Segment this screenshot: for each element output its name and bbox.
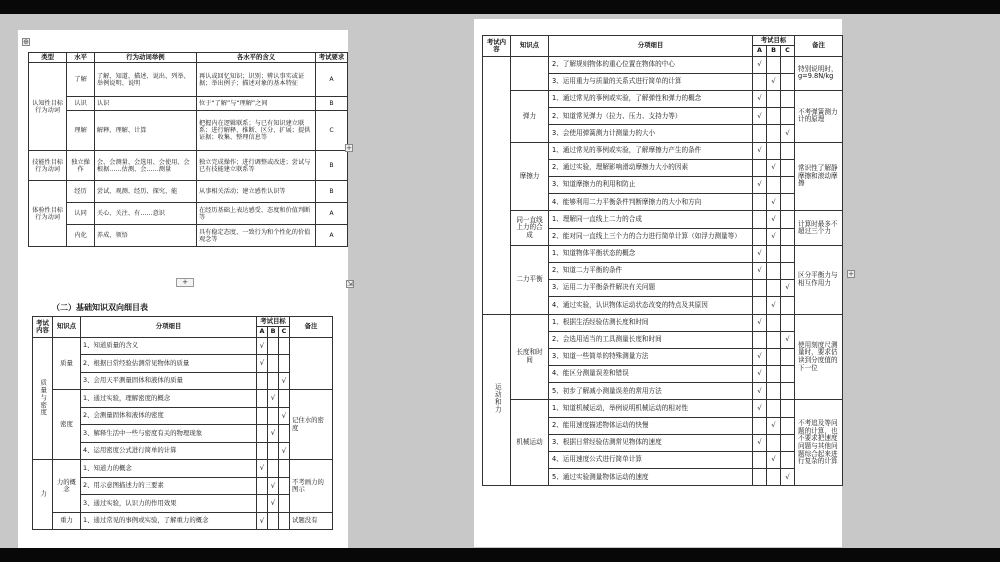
check-mark-icon <box>753 297 767 314</box>
column-header-c: C <box>781 46 795 56</box>
detail-cell: 5、通过实验测量物体运动的速度 <box>549 469 753 486</box>
detail-cell: 1、知道力的概念 <box>81 460 257 478</box>
detail-cell: 1、通过常见的事例或实验，了解摩擦力产生的条件 <box>549 142 753 159</box>
check-mark-icon <box>781 314 795 331</box>
check-mark-icon <box>767 383 781 400</box>
detail-cell: 1、理解同一直线上二力的合成 <box>549 211 753 228</box>
detail-cell: 1、通过常见的事例或实验，了解重力的概念 <box>81 512 257 530</box>
check-mark-icon: √ <box>279 442 290 460</box>
table-row <box>483 211 843 228</box>
check-mark-icon <box>268 442 279 460</box>
detail-cell: 1、通过实验，理解密度的概念 <box>81 390 257 408</box>
check-mark-icon <box>781 211 795 228</box>
check-mark-icon: √ <box>781 280 795 297</box>
check-mark-icon: √ <box>753 434 767 451</box>
check-mark-icon: √ <box>268 390 279 408</box>
column-header: 行为动词举例 <box>94 53 196 63</box>
table-row <box>29 97 348 111</box>
check-mark-icon: √ <box>753 262 767 279</box>
detail-cell: 2、会选用适当的工具测量长度和时间 <box>549 331 753 348</box>
check-mark-icon: √ <box>767 211 781 228</box>
check-mark-icon <box>257 390 268 408</box>
check-mark-icon <box>268 407 279 425</box>
verbs-cell: 尝试、观测、经历、探究、能 <box>94 181 196 203</box>
check-mark-icon <box>753 194 767 211</box>
document-canvas[interactable] <box>0 14 1000 548</box>
type-cell: 认知性目标行为动词 <box>29 63 67 151</box>
column-header-b: B <box>767 46 781 56</box>
detail-cell: 1、知道质量的含义 <box>81 337 257 355</box>
detail-cell: 3、解释生活中一些与密度有关的物理现象 <box>81 425 257 443</box>
column-header-goal: 考试目标 <box>257 317 290 327</box>
check-mark-icon <box>767 142 781 159</box>
check-mark-icon: √ <box>279 372 290 390</box>
check-mark-icon: √ <box>767 159 781 176</box>
column-header-point: 知识点 <box>53 317 81 338</box>
table-row <box>33 460 333 478</box>
content-label: 运动和力 <box>493 383 502 414</box>
add-row-button[interactable]: + <box>176 278 194 287</box>
check-mark-icon: √ <box>781 469 795 486</box>
check-mark-icon: √ <box>753 245 767 262</box>
level-cell: 经历 <box>67 181 95 203</box>
table-row <box>483 91 843 108</box>
check-mark-icon <box>781 73 795 90</box>
check-mark-icon: √ <box>753 383 767 400</box>
level-cell: 理解 <box>67 111 95 151</box>
point-cell: 同一直线上力的合成 <box>511 211 549 245</box>
check-mark-icon <box>767 314 781 331</box>
detail-cell: 2、能用速度描述物体运动的快慢 <box>549 417 753 434</box>
check-mark-icon <box>781 91 795 108</box>
note-cell <box>290 337 333 390</box>
check-mark-icon <box>781 297 795 314</box>
content-label: 力 <box>39 489 48 498</box>
detail-cell: 3、会使用弹簧测力计测量力的大小 <box>549 125 753 142</box>
check-mark-icon <box>781 262 795 279</box>
check-mark-icon: √ <box>257 355 268 373</box>
check-mark-icon <box>753 417 767 434</box>
check-mark-icon <box>781 108 795 125</box>
check-mark-icon: √ <box>767 194 781 211</box>
check-mark-icon <box>753 452 767 469</box>
detail-cell: 2、会测量固体和液体的密度 <box>81 407 257 425</box>
check-mark-icon <box>279 477 290 495</box>
req-cell: A <box>316 203 348 225</box>
check-mark-icon <box>781 194 795 211</box>
check-mark-icon <box>279 337 290 355</box>
check-mark-icon: √ <box>753 314 767 331</box>
check-mark-icon <box>268 355 279 373</box>
section-title: （二）基础知识双向细目表 <box>52 303 148 312</box>
detail-cell: 3、知道摩擦力的利用和防止 <box>549 177 753 194</box>
verbs-cell: 会、会测量、会选用、会使用、会根据……估测、会……测量 <box>94 151 196 181</box>
meaning-cell: 从事相关活动；建立感性认识等 <box>196 181 315 203</box>
check-mark-icon <box>781 452 795 469</box>
check-mark-icon <box>781 400 795 417</box>
document-page-left <box>18 30 353 548</box>
table-row <box>483 56 843 73</box>
point-cell: 二力平衡 <box>511 245 549 314</box>
check-mark-icon <box>781 159 795 176</box>
check-mark-icon: √ <box>279 407 290 425</box>
table-resize-handle-icon[interactable]: ⇲ <box>347 280 353 288</box>
column-header: 水平 <box>67 53 95 63</box>
type-cell: 技能性目标行为动词 <box>29 151 67 181</box>
check-mark-icon: √ <box>767 297 781 314</box>
content-label: 质量与密度 <box>39 378 48 416</box>
level-cell: 独立操作 <box>67 151 95 181</box>
check-mark-icon <box>781 366 795 383</box>
check-mark-icon: √ <box>753 108 767 125</box>
content-cell <box>33 337 53 460</box>
note-cell: 常识性了解静摩擦和滚动摩擦 <box>795 142 843 211</box>
check-mark-icon: √ <box>753 56 767 73</box>
column-header: 考试要求 <box>316 53 348 63</box>
check-mark-icon <box>753 159 767 176</box>
check-mark-icon <box>257 495 268 513</box>
column-header-a: A <box>753 46 767 56</box>
req-cell: C <box>316 111 348 151</box>
detail-cell: 4、能够利用二力平衡条件判断摩擦力的大小和方向 <box>549 194 753 211</box>
check-mark-icon: √ <box>268 495 279 513</box>
column-header-note: 备注 <box>290 317 333 338</box>
table-row <box>29 225 348 247</box>
table-row <box>29 151 348 181</box>
table-row <box>483 400 843 417</box>
check-mark-icon: √ <box>767 417 781 434</box>
level-cell: 了解 <box>67 63 95 97</box>
check-mark-icon <box>279 460 290 478</box>
meaning-cell: 具有稳定态度、一致行为和个性化的价值观念等 <box>196 225 315 247</box>
check-mark-icon <box>268 460 279 478</box>
bottom-letterbox <box>0 548 1000 562</box>
check-mark-icon <box>767 400 781 417</box>
check-mark-icon <box>781 177 795 194</box>
check-mark-icon <box>268 337 279 355</box>
table-row <box>33 390 333 408</box>
detail-cell: 4、运用密度公式进行简单的计算 <box>81 442 257 460</box>
check-mark-icon: √ <box>268 425 279 443</box>
req-cell: B <box>316 181 348 203</box>
point-cell: 质量 <box>53 337 81 390</box>
check-mark-icon: √ <box>753 400 767 417</box>
check-mark-icon <box>279 355 290 373</box>
check-mark-icon <box>781 245 795 262</box>
point-cell: 弹力 <box>511 91 549 143</box>
req-cell: B <box>316 97 348 111</box>
check-mark-icon: √ <box>753 366 767 383</box>
check-mark-icon <box>257 372 268 390</box>
verbs-cell: 认识 <box>94 97 196 111</box>
check-mark-icon <box>279 512 290 530</box>
detail-cell: 2、知道二力平衡的条件 <box>549 262 753 279</box>
check-mark-icon <box>257 407 268 425</box>
check-mark-icon <box>767 177 781 194</box>
check-mark-icon: √ <box>753 91 767 108</box>
point-cell: 密度 <box>53 390 81 460</box>
column-header-a: A <box>257 327 268 337</box>
verbs-cell: 关心、关注、有……意识 <box>94 203 196 225</box>
check-mark-icon <box>767 469 781 486</box>
check-mark-icon <box>753 228 767 245</box>
note-cell: 试题没有 <box>290 512 333 530</box>
note-cell: 区分平衡力与相互作用力 <box>795 245 843 314</box>
point-cell: 重力 <box>53 512 81 530</box>
check-mark-icon: √ <box>257 337 268 355</box>
detail-cell: 1、根据生活经验估测长度和时间 <box>549 314 753 331</box>
check-mark-icon <box>753 331 767 348</box>
table-row <box>33 337 333 355</box>
detail-cell: 1、通过常见的事例或实验，了解弹性和弹力的概念 <box>549 91 753 108</box>
check-mark-icon: √ <box>767 73 781 90</box>
check-mark-icon: √ <box>781 125 795 142</box>
column-header-content: 考试内容 <box>483 36 511 57</box>
detail-cell: 3、知道一些简单的特殊测量方法 <box>549 348 753 365</box>
column-header-detail: 分项细目 <box>81 317 257 338</box>
check-mark-icon <box>767 348 781 365</box>
column-header-c: C <box>279 327 290 337</box>
point-cell: 摩擦力 <box>511 142 549 211</box>
column-header-detail: 分项细目 <box>549 36 753 57</box>
detail-cell: 3、会用天平测量固体和液体的质量 <box>81 372 257 390</box>
note-cell: 不考弹簧测力计的原理 <box>795 91 843 143</box>
level-cell: 认识 <box>67 97 95 111</box>
detail-cell: 1、知道物体平衡状态的概念 <box>549 245 753 262</box>
check-mark-icon <box>781 142 795 159</box>
check-mark-icon: √ <box>257 460 268 478</box>
content-cell <box>483 56 511 314</box>
check-mark-icon <box>753 469 767 486</box>
table-row <box>29 181 348 203</box>
verbs-cell: 养成、领悟 <box>94 225 196 247</box>
expand-handle-icon[interactable]: + <box>346 144 352 152</box>
check-mark-icon <box>767 331 781 348</box>
detail-cell: 3、运用重力与质量的关系式进行简单的计算 <box>549 73 753 90</box>
detail-cell: 2、了解规则物体的重心位置在物体的中心 <box>549 56 753 73</box>
column-header-goal: 考试目标 <box>753 36 795 46</box>
note-cell: 记住水的密度 <box>290 390 333 460</box>
check-mark-icon: √ <box>753 142 767 159</box>
check-mark-icon <box>268 512 279 530</box>
detail-cell: 2、通过实验，理解影响滑动摩擦力大小的因素 <box>549 159 753 176</box>
check-mark-icon: √ <box>257 512 268 530</box>
detail-cell: 2、知道常见弹力（拉力、压力、支持力等） <box>549 108 753 125</box>
check-mark-icon <box>257 442 268 460</box>
verbs-cell: 了解、知道、描述、说出、列举、举例说明、说明 <box>94 63 196 97</box>
column-header-content: 考试内容 <box>33 317 53 338</box>
check-mark-icon <box>753 211 767 228</box>
check-mark-icon <box>753 280 767 297</box>
table-row <box>483 314 843 331</box>
check-mark-icon <box>767 245 781 262</box>
meaning-cell: 在经历基础上表达感受、态度和价值判断等 <box>196 203 315 225</box>
point-cell <box>511 56 549 90</box>
note-cell: 不考追及等问题的计算，也不要求把速度问题与其他问题综合起来进行复杂的计算 <box>795 400 843 486</box>
knowledge-table-part2 <box>482 35 843 486</box>
check-mark-icon <box>781 417 795 434</box>
check-mark-icon <box>279 495 290 513</box>
note-cell: 不考画力的图示 <box>290 460 333 513</box>
check-mark-icon <box>781 228 795 245</box>
top-letterbox <box>0 0 1000 14</box>
table-row <box>29 203 348 225</box>
check-mark-icon <box>767 56 781 73</box>
check-mark-icon <box>753 125 767 142</box>
detail-cell: 4、通过实验，认识物体运动状态改变的特点及其原因 <box>549 297 753 314</box>
detail-cell: 3、运用二力平衡条件解决有关问题 <box>549 280 753 297</box>
content-cell <box>483 314 511 486</box>
verbs-cell: 解释、理解、计算 <box>94 111 196 151</box>
note-cell: 计算时最多不超过三个力 <box>795 211 843 245</box>
check-mark-icon <box>781 56 795 73</box>
req-cell: A <box>316 225 348 247</box>
check-mark-icon: √ <box>767 452 781 469</box>
check-mark-icon <box>279 390 290 408</box>
column-header: 类型 <box>29 53 67 63</box>
type-cell: 体验性目标行为动词 <box>29 181 67 247</box>
document-page-right <box>474 19 842 547</box>
req-cell: B <box>316 151 348 181</box>
table-move-handle-icon[interactable]: ⊕ <box>23 38 29 46</box>
check-mark-icon <box>268 372 279 390</box>
detail-cell: 4、能区分测量误差和错误 <box>549 366 753 383</box>
table-row <box>33 512 333 530</box>
column-header-point: 知识点 <box>511 36 549 57</box>
detail-cell: 1、知道机械运动，举例说明机械运动的相对性 <box>549 400 753 417</box>
check-mark-icon <box>781 348 795 365</box>
req-cell: A <box>316 63 348 97</box>
check-mark-icon: √ <box>268 477 279 495</box>
detail-cell: 2、用示意图描述力的三要素 <box>81 477 257 495</box>
check-mark-icon: √ <box>753 348 767 365</box>
point-cell: 长度和时间 <box>511 314 549 400</box>
table-row <box>483 142 843 159</box>
header-row <box>483 36 843 46</box>
content-cell <box>33 460 53 530</box>
knowledge-table-part1 <box>32 316 333 530</box>
check-mark-icon <box>767 280 781 297</box>
column-header-b: B <box>268 327 279 337</box>
note-cell: 特别说明时，g=9.8N/kg <box>795 56 843 90</box>
verb-level-table <box>28 52 348 247</box>
level-cell: 内化 <box>67 225 95 247</box>
detail-cell: 3、根据日常经验估测常见物体的速度 <box>549 434 753 451</box>
detail-cell: 5、初步了解减小测量误差的常用方法 <box>549 383 753 400</box>
table-row <box>483 245 843 262</box>
note-cell: 使用刻度尺测量时，要求估读到分度值的下一位 <box>795 314 843 400</box>
meaning-cell: 再认或回忆知识；识别；辨认事实或证据；举出例子；描述对象的基本特征 <box>196 63 315 97</box>
check-mark-icon <box>781 434 795 451</box>
check-mark-icon <box>767 125 781 142</box>
point-cell: 机械运动 <box>511 400 549 486</box>
level-cell: 认同 <box>67 203 95 225</box>
check-mark-icon <box>753 73 767 90</box>
point-cell: 力的概念 <box>53 460 81 513</box>
check-mark-icon <box>767 366 781 383</box>
check-mark-icon <box>257 477 268 495</box>
check-mark-icon <box>781 383 795 400</box>
check-mark-icon: √ <box>781 331 795 348</box>
column-header-note: 备注 <box>795 36 843 57</box>
meaning-cell: 独立完成操作；进行调整或改进；尝试与已有技能建立联系等 <box>196 151 315 181</box>
check-mark-icon: √ <box>767 228 781 245</box>
check-mark-icon <box>279 425 290 443</box>
column-header: 各水平的含义 <box>196 53 315 63</box>
check-mark-icon <box>767 434 781 451</box>
detail-cell: 2、根据日常经验估测常见物体的质量 <box>81 355 257 373</box>
header-row <box>33 317 333 327</box>
expand-handle-icon[interactable]: + <box>848 270 854 278</box>
check-mark-icon: √ <box>753 177 767 194</box>
check-mark-icon <box>257 425 268 443</box>
check-mark-icon <box>767 108 781 125</box>
check-mark-icon <box>767 262 781 279</box>
detail-cell: 3、通过实验，认识力的作用效果 <box>81 495 257 513</box>
meaning-cell: 位于“了解”与“理解”之间 <box>196 97 315 111</box>
meaning-cell: 把握内在逻辑联系；与已有知识建立联系；进行解释、推断、区分、扩展；提供证据；收集、整理信息等 <box>196 111 315 151</box>
detail-cell: 2、能对同一直线上三个力的合力进行简单计算（如浮力测量等） <box>549 228 753 245</box>
table-row <box>29 111 348 151</box>
table-row <box>29 63 348 97</box>
check-mark-icon <box>767 91 781 108</box>
detail-cell: 4、运用速度公式进行简单计算 <box>549 452 753 469</box>
